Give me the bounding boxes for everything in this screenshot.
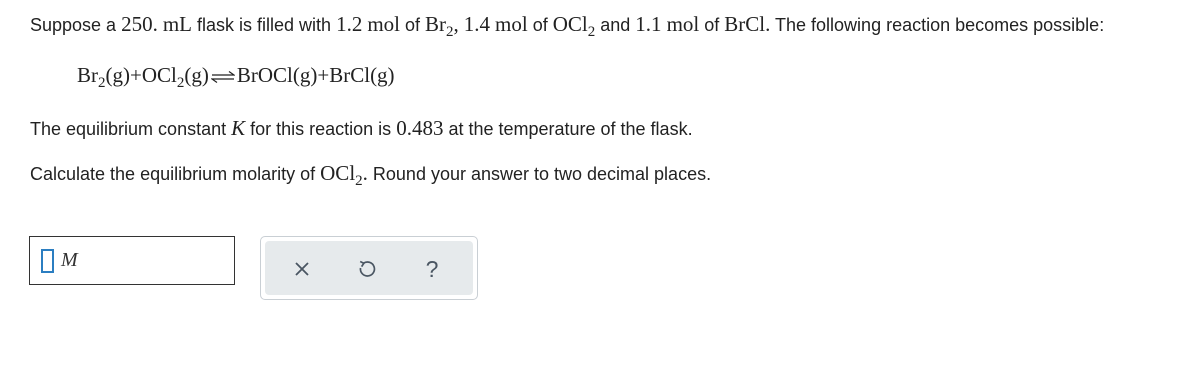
clear-button[interactable]	[287, 254, 317, 284]
toolbar-background	[265, 241, 473, 295]
text: of	[400, 15, 426, 35]
undo-button[interactable]	[352, 254, 382, 284]
species-ocl2	[320, 161, 368, 189]
period: .	[765, 12, 771, 36]
text: Suppose a	[30, 15, 122, 35]
volume-unit: mL	[162, 12, 193, 36]
mol-unit: mol	[495, 12, 528, 36]
subscript: 2	[355, 173, 363, 189]
reactant-br2	[77, 63, 130, 91]
period: .	[362, 161, 368, 185]
question-line	[30, 161, 712, 189]
species-brcl	[724, 12, 770, 36]
text: and	[595, 15, 636, 35]
unit-label: M	[61, 249, 78, 271]
answer-toolbar	[260, 236, 478, 300]
undo-icon	[357, 259, 377, 279]
amount-ocl2: 1.4	[463, 12, 491, 36]
species-symbol: BrOCl	[236, 63, 293, 87]
text: The equilibrium constant	[30, 119, 232, 139]
state: (g)	[370, 63, 395, 87]
mol-unit: mol	[666, 12, 700, 36]
amount-br2: 1.2	[336, 12, 363, 36]
subscript: 2	[446, 24, 454, 40]
text: flask is filled with	[192, 15, 337, 35]
x-icon	[294, 261, 310, 277]
problem-statement-line	[30, 12, 1105, 40]
amount-brcl: 1.1	[635, 12, 662, 36]
product-brocl	[237, 63, 318, 87]
mol-unit: mol	[367, 12, 400, 36]
answer-input[interactable]	[29, 236, 235, 285]
help-icon: ?	[425, 255, 439, 282]
species-symbol: BrCl	[329, 63, 371, 87]
k-value: 0.483	[396, 116, 444, 140]
state: (g)	[105, 63, 130, 87]
species-symbol: Br	[425, 12, 447, 36]
flask-volume: 250.	[121, 12, 158, 36]
state: (g)	[184, 63, 209, 87]
reactant-ocl2	[141, 63, 209, 91]
text: Calculate the equilibrium molarity of	[30, 164, 321, 184]
subscript: 2	[98, 75, 106, 91]
subscript: 2	[587, 24, 596, 40]
species-symbol: BrCl	[724, 12, 766, 36]
species-symbol: OCl	[552, 12, 588, 36]
reaction-equation	[77, 63, 395, 91]
state: (g)	[292, 63, 318, 87]
text: of	[699, 15, 725, 35]
k-symbol: K	[231, 116, 246, 140]
text: at the temperature of the flask.	[443, 119, 693, 139]
comma: ,	[453, 12, 459, 36]
subscript: 2	[176, 75, 185, 91]
species-ocl2	[552, 12, 596, 40]
species-symbol: OCl	[141, 63, 177, 87]
text: of	[527, 15, 553, 35]
product-brcl	[329, 63, 394, 87]
plus-sign: +	[317, 63, 330, 87]
plus-sign: +	[130, 63, 142, 87]
text: The following reaction becomes possible:	[770, 15, 1105, 35]
equilibrium-arrow-icon	[211, 71, 235, 83]
answer-cursor[interactable]	[41, 249, 54, 273]
species-symbol: OCl	[320, 161, 356, 185]
species-br2	[425, 12, 459, 40]
text: Round your answer to two decimal places.	[367, 164, 712, 184]
help-button[interactable]	[417, 254, 447, 284]
species-symbol: Br	[77, 63, 98, 87]
text: for this reaction is	[245, 119, 397, 139]
equilibrium-constant-line	[30, 116, 693, 141]
